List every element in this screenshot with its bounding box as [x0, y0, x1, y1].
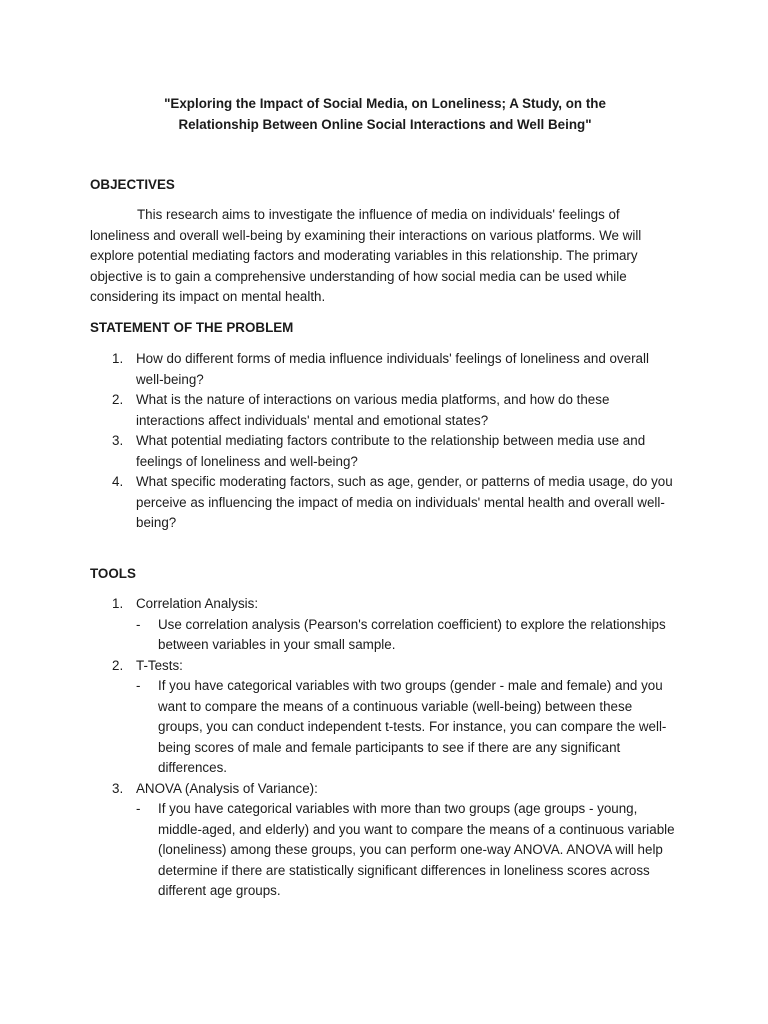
objectives-paragraph: This research aims to investigate the influence of media on individuals' feelings of loneliness and overall well-being by examining their interactions on various platforms. We will explore potential mediating factors and moderating variables in this relationship. The primary objective is to gain a comprehensive understanding of how social media can be used while considering its impact on mental health. [90, 207, 642, 304]
problem-item-text: What potential mediating factors contribute to the relationship between media use and feelings of loneliness and well-being? [136, 433, 646, 469]
tool-detail-list [136, 799, 680, 902]
problem-item-3 [90, 431, 680, 472]
problem-item-text: How do different forms of media influence individuals' feelings of loneliness and overall well-being? [136, 351, 649, 387]
tool-detail-text: If you have categorical variables with more than two groups (age groups - young, middle-aged, and elderly) and you want to compare the means of a continuous variable (loneliness) among these groups, you can perform one-way ANOVA. ANOVA will help determine if there are statistically significant differences in loneliness scores across different age groups. [158, 801, 675, 898]
title-line-2: Relationship Between Online Social Interactions and Well Being" [178, 117, 592, 132]
tools-list [90, 594, 680, 902]
problem-heading: STATEMENT OF THE PROBLEM [90, 320, 294, 335]
problem-item-number: 1. [112, 351, 124, 366]
tool-item-label: ANOVA (Analysis of Variance): [136, 780, 318, 796]
problem-list [90, 349, 680, 534]
problem-item-text: What is the nature of interactions on various media platforms, and how do these interactions affect individuals' mental and emotional states? [136, 392, 610, 428]
tool-item-number: 2. [112, 657, 124, 673]
tool-item-number: 3. [112, 780, 124, 796]
tools-heading: TOOLS [90, 566, 136, 581]
problem-item-number: 2. [112, 392, 124, 407]
tool-detail [136, 615, 680, 656]
dash-bullet: - [136, 678, 141, 693]
tool-detail-text: Use correlation analysis (Pearson's correlation coefficient) to explore the relationships between variables in your small sample. [158, 616, 666, 652]
tool-item-label: Correlation Analysis: [136, 596, 259, 611]
dash-bullet: - [136, 801, 141, 816]
tool-detail-text: If you have categorical variables with two groups (gender - male and female) and you want to compare the means of a continuous variable (well-being) between these groups, you can conduct independent t-tests. For instance, you can compare the well-being scores of male and female participants to see if there are any significant differences. [158, 678, 667, 775]
tool-detail [136, 676, 680, 779]
problem-item-number: 4. [112, 474, 124, 489]
title-line-1: "Exploring the Impact of Social Media, on Loneliness; A Study, on the [164, 96, 606, 111]
problem-item-2 [90, 390, 680, 431]
tool-item-label: T-Tests: [136, 657, 183, 673]
dash-bullet: - [136, 616, 141, 632]
problem-item-text: What specific moderating factors, such as age, gender, or patterns of media usage, do you perceive as influencing the impact of media on individuals' mental health and overall well-being? [136, 474, 673, 530]
document-title [90, 93, 680, 135]
objectives-heading: OBJECTIVES [90, 177, 175, 192]
tool-detail [136, 799, 680, 902]
problem-item-4 [90, 472, 680, 534]
problem-item-number: 3. [112, 433, 124, 448]
problem-item-1 [90, 349, 680, 390]
tool-detail-list [136, 615, 680, 656]
tool-item-number: 1. [112, 596, 124, 611]
tool-item-3 [90, 779, 680, 902]
tool-item-2 [90, 656, 680, 779]
tool-detail-list [136, 676, 680, 779]
tool-item-1 [90, 594, 680, 656]
